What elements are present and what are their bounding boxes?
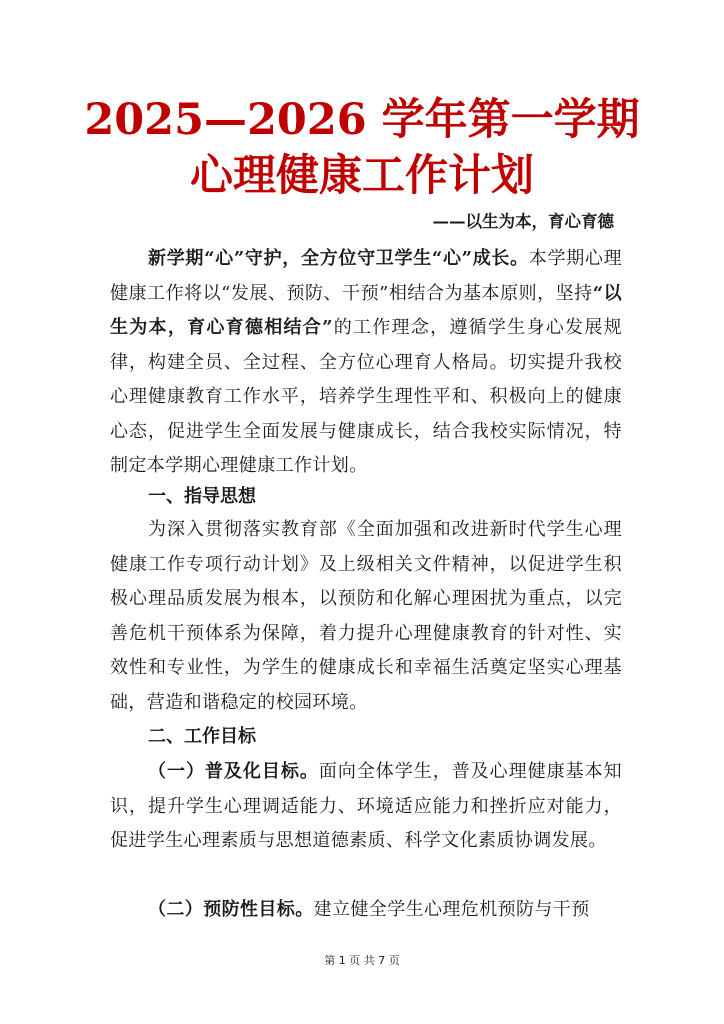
goal-1-text: 面向全体学生，普及心理健康基本知识，提升学生心理调适能力、环境适应能力和挫折应对能力，促进学生心理素质与思想道德素质、科学文化素质协调发展。 — [110, 761, 622, 851]
section-heading-work-goals: 二、工作目标 — [148, 726, 256, 747]
subtitle-motto: ——以生为本，育心育德 — [432, 212, 614, 231]
intro-paragraph — [110, 242, 622, 484]
intro-principle-bold: “以生为本，育心育德相结合” — [110, 282, 623, 338]
guiding-thought-paragraph: 为深入贯彻落实教育部《全面加强和改进新时代学生心理健康工作专项行动计划》及上级相关文件精神，以促进学生积极心理品质发展为根本，以预防和化解心理困扰为重点，以完善危机干预体系为保障，着力提升心理健康教育的针对性、实效性和专业性，为学生的健康成长和幸福生活奠定坚实心理基础，营造和谐稳定的校园环境。 — [110, 519, 622, 713]
goal-2-text: 建立健全学生心理危机预防与干预 — [313, 899, 590, 920]
section-heading-guiding-thought: 一、指导思想 — [148, 486, 256, 507]
title-line-2: 心理健康工作计划 — [190, 151, 534, 201]
goal-popularization-paragraph — [110, 755, 622, 859]
intro-text-1: 本学期心理健康工作将以“发展、预防、干预”相结合为基本原则，坚持 — [110, 248, 622, 304]
goal-prevention-paragraph — [110, 893, 622, 928]
goal-2-label: （二）预防性目标。 — [148, 899, 314, 920]
intro-text-2: 的工作理念，遵循学生身心发展规律，构建全员、全过程、全方位心理育人格局。切实提升我校心理健康教育工作水平，培养学生理性平和、积极向上的健康心态，促进学生全面发展与健康成长，结合我校实际情况，特制定本学期心理健康工作计划。 — [110, 317, 623, 476]
title-line-1: 2025—2026 学年第一学期 — [84, 95, 640, 145]
goal-1-label: （一）普及化目标。 — [148, 761, 319, 782]
intro-lead-bold: 新学期“心”守护，全方位守卫学生“心”成长。 — [148, 248, 529, 269]
page-number-footer: 第 1 页 共 7 页 — [324, 954, 400, 967]
